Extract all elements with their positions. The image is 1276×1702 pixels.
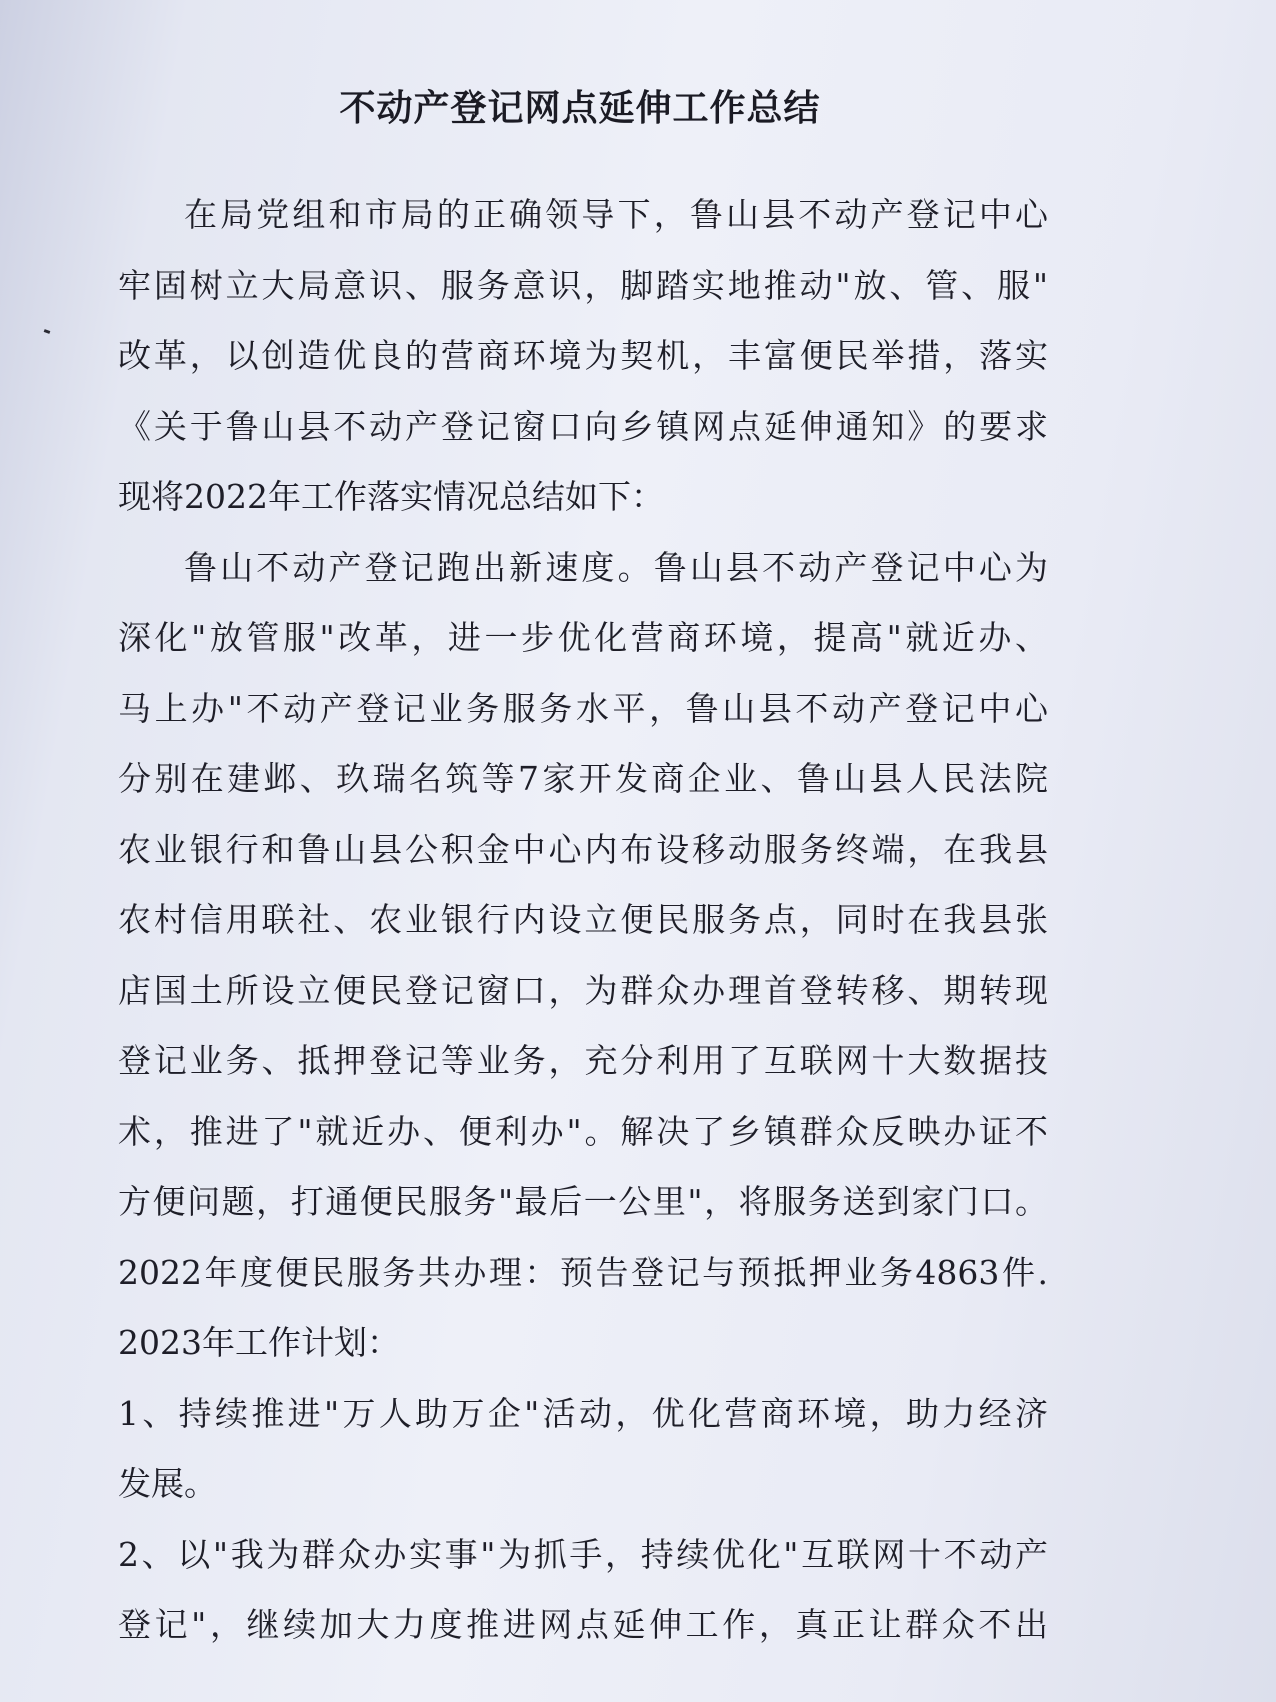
body-line: 在局党组和市局的正确领导下，鲁山县不动产登记中心 <box>184 195 1048 234</box>
body-line: 鲁山不动产登记跑出新速度。鲁山县不动产登记中心为 <box>184 547 1048 587</box>
body-line: 登记"，继续加大力度推进网点延伸工作，真正让群众不出 <box>118 1605 1048 1644</box>
body-line: 1、持续推进"万人助万企"活动，优化营商环境，助力经济 <box>118 1393 1048 1433</box>
body-line: 牢固树立大局意识、服务意识，脚踏实地推动"放、管、服" <box>118 265 1048 305</box>
body-line: 2022年度便民服务共办理：预告登记与预抵押业务4863件. <box>118 1252 1048 1292</box>
body-line: 现将2022年工作落实情况总结如下： <box>118 477 664 516</box>
body-line: 方便问题，打通便民服务"最后一公里"，将服务送到家门口。 <box>118 1182 1048 1221</box>
body-line: 2023年工作计划： <box>118 1323 400 1362</box>
body-line: 《关于鲁山县不动产登记窗口向乡镇网点延伸通知》的要求 <box>118 406 1048 446</box>
body-line: 深化"放管服"改革，进一步优化营商环境，提高"就近办、 <box>118 618 1048 657</box>
body-line: 改革，以创造优良的营商环境为契机，丰富便民举措，落实 <box>118 336 1048 375</box>
body-line: 发展。 <box>118 1464 217 1503</box>
document-title: 不动产登记网点延伸工作总结 <box>339 88 821 129</box>
body-line: 分别在建邺、玖瑞名筑等7家开发商企业、鲁山县人民法院 <box>118 759 1048 798</box>
document-body <box>118 180 1048 1661</box>
body-line: 登记业务、抵押登记等业务，充分利用了互联网十大数据技 <box>118 1041 1048 1080</box>
body-line: 农业银行和鲁山县公积金中心内布设移动服务终端，在我县 <box>118 829 1048 869</box>
body-line: 店国土所设立便民登记窗口，为群众办理首登转移、期转现 <box>118 970 1048 1010</box>
body-line: 农村信用联社、农业银行内设立便民服务点，同时在我县张 <box>118 900 1048 939</box>
pen-mark <box>44 329 51 334</box>
body-line: 马上办"不动产登记业务服务水平，鲁山县不动产登记中心 <box>118 688 1048 728</box>
body-line: 术，推进了"就近办、便利办"。解决了乡镇群众反映办证不 <box>118 1111 1048 1151</box>
body-line: 2、以"我为群众办实事"为抓手，持续优化"互联网十不动产 <box>118 1534 1048 1574</box>
